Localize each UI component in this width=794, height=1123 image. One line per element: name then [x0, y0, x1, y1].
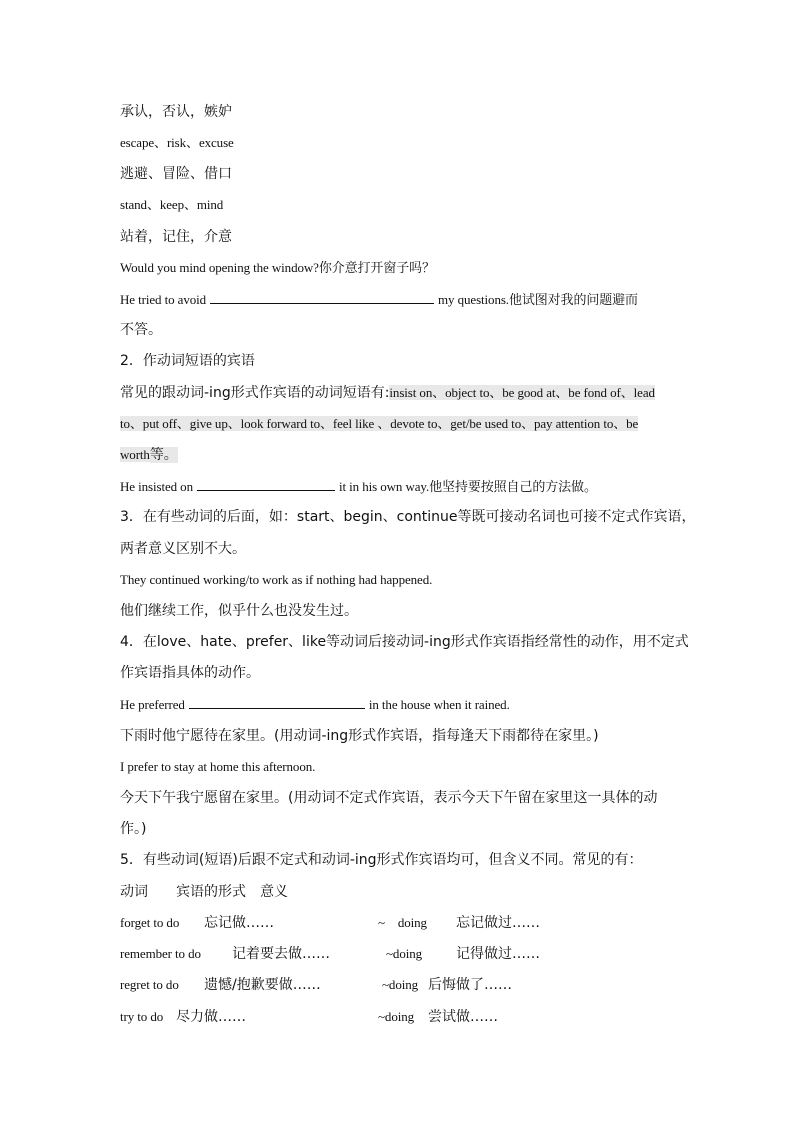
text-line: Would you mind opening the window?你介意打开窗子吗？	[120, 260, 435, 275]
meaning-cell: 遗憾/抱歉要做……	[204, 977, 321, 993]
fill-in-sentence	[120, 476, 597, 497]
text-line: 作宾语指具体的动作。	[120, 665, 260, 681]
text-line: I prefer to stay at home this afternoon.	[120, 759, 316, 774]
sentence-part: it in his own way.他坚持要按照自己的方法做。	[338, 479, 597, 494]
table-header: 动词 宾语的形式 意义	[120, 884, 288, 900]
verb-cell: try to do	[120, 1009, 164, 1024]
answer-blank[interactable]	[197, 476, 335, 491]
text-line	[120, 445, 178, 465]
sentence-part: He insisted on	[120, 479, 193, 494]
meaning-cell: 后悔做了……	[428, 977, 512, 993]
sentence-part: He tried to avoid	[120, 292, 207, 307]
fill-in-sentence	[120, 289, 638, 310]
meaning-cell: 记得做过……	[456, 946, 540, 962]
text-line: 不答。	[120, 322, 162, 338]
answer-blank[interactable]	[210, 289, 434, 304]
highlighted-phrases: to、put off、give up、look forward to、feel like 、devote to、get/be used to、pay attention to、be	[120, 416, 639, 431]
text-part: 等。	[149, 447, 178, 463]
text-line: 他们继续工作，似乎什么也没发生过。	[120, 603, 358, 619]
section-heading: 2．作动词短语的宾语	[120, 353, 255, 369]
verb-cell: forget to do	[120, 915, 180, 930]
text-line: They continued working/to work as if nothing had happened.	[120, 572, 433, 587]
sentence-part: my questions.他试图对我的问题避而	[438, 292, 638, 307]
section-heading: 3．在有些动词的后面，如：start、begin、continue等既可接动名词也可接不定式作宾语，	[120, 509, 696, 525]
highlighted-phrases: insist on、object to、be good at、be fond of、lead	[389, 385, 655, 400]
meaning-cell: 忘记做……	[204, 915, 274, 931]
text-part: 常见的跟动词-ing形式作宾语的动词短语有:	[120, 385, 390, 401]
answer-blank[interactable]	[189, 694, 365, 709]
form-cell: ~ doing	[378, 915, 427, 930]
form-cell: ~doing	[378, 1009, 415, 1024]
meaning-cell: 忘记做过……	[456, 915, 540, 931]
form-cell: ~doing	[386, 946, 423, 961]
text-line	[120, 414, 638, 434]
form-cell: ~doing	[382, 977, 419, 992]
text-line: 承认，否认，嫉妒	[120, 104, 232, 120]
text-line: 作。)	[120, 821, 147, 837]
text-line: 今天下午我宁愿留在家里。(用动词不定式作宾语，表示今天下午留在家里这一具体的动	[120, 790, 658, 806]
text-line: 下雨时他宁愿待在家里。(用动词-ing形式作宾语，指每逢天下雨都待在家里。)	[120, 728, 599, 744]
highlighted-phrases: worth	[120, 447, 150, 462]
verb-cell: regret to do	[120, 977, 179, 992]
text-line: 逃避、冒险、借口	[120, 166, 232, 182]
section-heading: 4．在love、hate、prefer、like等动词后接动词-ing形式作宾语指经常性的动作，用不定式	[120, 634, 689, 650]
section-heading: 5．有些动词(短语)后跟不定式和动词-ing形式作宾语均可，但含义不同。常见的有：	[120, 852, 643, 868]
meaning-cell: 尝试做……	[428, 1009, 498, 1025]
text-line: 站着，记住，介意	[120, 229, 232, 245]
sentence-part: in the house when it rained.	[368, 697, 510, 712]
sentence-part: He preferred	[120, 697, 185, 712]
verb-cell: remember to do	[120, 946, 201, 961]
fill-in-sentence	[120, 694, 510, 715]
meaning-cell: 记着要去做……	[232, 946, 330, 962]
text-line: stand、keep、mind	[120, 197, 224, 212]
text-line: 两者意义区别不大。	[120, 541, 246, 557]
meaning-cell: 尽力做……	[176, 1009, 246, 1025]
text-line	[120, 383, 655, 403]
text-line: escape、risk、excuse	[120, 135, 234, 150]
